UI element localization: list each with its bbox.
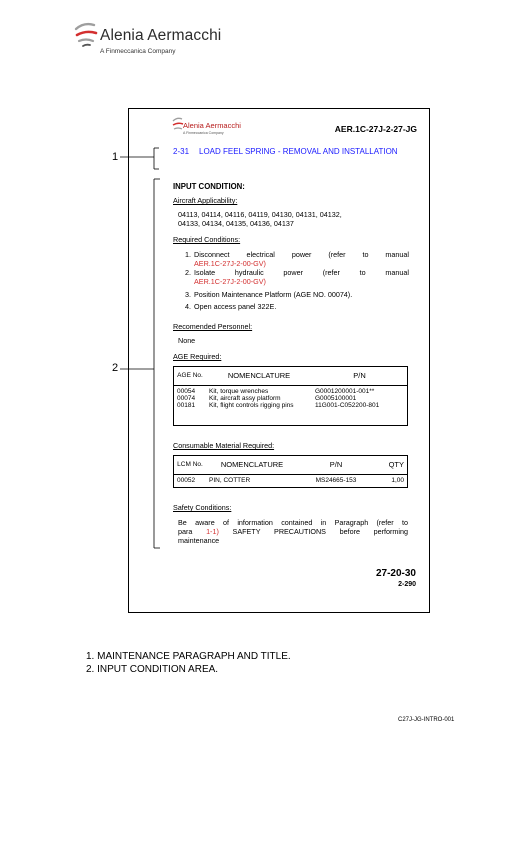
condition-number: 1. [185,250,191,259]
callout-1-number: 1 [112,151,119,163]
table-header-cell: P/N [312,367,407,386]
aircraft-applicability-label: Aircraft Applicability: [173,196,238,205]
table-cell: PIN, COTTER [209,477,251,484]
table-cell: 1,00 [391,477,404,484]
brand-tagline: A Finmeccanica Company [100,48,176,55]
paragraph-title-text: LOAD FEEL SPRING - REMOVAL AND INSTALLATION [199,147,398,156]
applicability-line-2: 04133, 04134, 04135, 04136, 04137 [178,219,294,228]
brand-name: Alenia Aermacchi [100,27,222,44]
applicability-line-1: 04113, 04114, 04116, 04119, 04130, 04131, 04132, [178,210,342,219]
document-reference: AER.1C-27J-2-27-JG [334,124,417,134]
table-cell: 00052 [177,477,196,484]
table-cell: G0005100001 [315,395,357,402]
consumable-label: Consumable Material Required: [173,441,275,450]
table-cell: Kit, flight controls rigging pins [209,402,294,409]
personnel-label: Recomended Personnel: [173,322,253,331]
table-cell: 00074 [177,395,196,402]
consumable-table [174,456,407,484]
condition-number: 3. [185,290,191,299]
condition-reference: AER.1C-27J-2-00-GV) [194,277,266,286]
condition-text: Isolate hydraulic power (refer to manual [194,268,409,277]
table-row [174,402,407,409]
inner-brand-tagline: A Finmeccanica Company [183,131,224,135]
age-required-label: AGE Required: [173,352,222,361]
paragraph-number: 2-31 [173,147,190,156]
table-cell: G0001200001-001** [315,388,375,395]
table-row [174,475,407,485]
callout-1-leader [118,145,168,175]
inner-brand-name: Alenia Aermacchi [183,121,241,130]
condition-text: Open access panel 322E. [194,302,277,311]
legend-item: 1. MAINTENANCE PARAGRAPH AND TITLE. [86,651,291,662]
required-conditions-label: Required Conditions: [173,235,241,244]
safety-line-2-suffix: SAFETY PRECAUTIONS before performing [232,527,409,536]
table-header-cell: P/N [298,456,374,475]
condition-reference: AER.1C-27J-2-00-GV) [194,259,266,268]
safety-line-2 [178,527,408,536]
personnel-value: None [178,336,196,345]
safety-line-3: maintenance [178,536,220,545]
condition-item [175,250,409,268]
age-table [174,367,407,409]
table-header-cell: QTY [374,456,407,475]
table-header-row [174,367,407,386]
page-number: 2-290 [398,581,416,588]
table-row [174,395,407,402]
table-cell: Kit, torque wrenches [209,388,269,395]
table-cell: Kit, aircraft assy platform [209,395,281,402]
safety-line-2-prefix: para [178,527,193,536]
table-cell: MS24665-153 [315,477,357,484]
legend-item: 2. INPUT CONDITION AREA. [86,664,219,675]
table-header-cell: NOMENCLATURE [206,367,312,386]
safety-conditions-label: Safety Conditions: [173,503,232,512]
inner-brand-logo [172,116,282,138]
table-cell: 00054 [177,388,196,395]
condition-text: Disconnect electrical power (refer to manual [194,250,409,259]
table-cell: 11G001-C052200-801 [315,402,380,409]
figure-id: C27J-JG-INTRO-001 [398,717,455,723]
safety-line-1: Be aware of information contained in Paragraph (refer to [178,518,408,527]
input-condition-heading: INPUT CONDITION: [173,182,245,191]
table-header-cell: NOMENCLATURE [206,456,298,475]
section-code: 27-20-30 [375,568,416,579]
brand-swoosh-icon [74,20,100,50]
condition-number: 2. [185,268,191,277]
brand-logo [74,20,254,62]
table-header-cell: AGE No. [174,367,206,386]
table-header-cell: LCM No. [174,456,206,475]
table-row [174,386,407,396]
safety-paragraph-reference: 1-1) [206,527,219,536]
table-cell: 00181 [177,402,196,409]
condition-text: Position Maintenance Platform (AGE NO. 00074). [194,290,353,299]
table-header-row [174,456,407,475]
callout-2-number: 2 [112,362,119,374]
condition-number: 4. [185,302,191,311]
callout-2-leader [118,175,168,553]
condition-item [175,268,409,286]
